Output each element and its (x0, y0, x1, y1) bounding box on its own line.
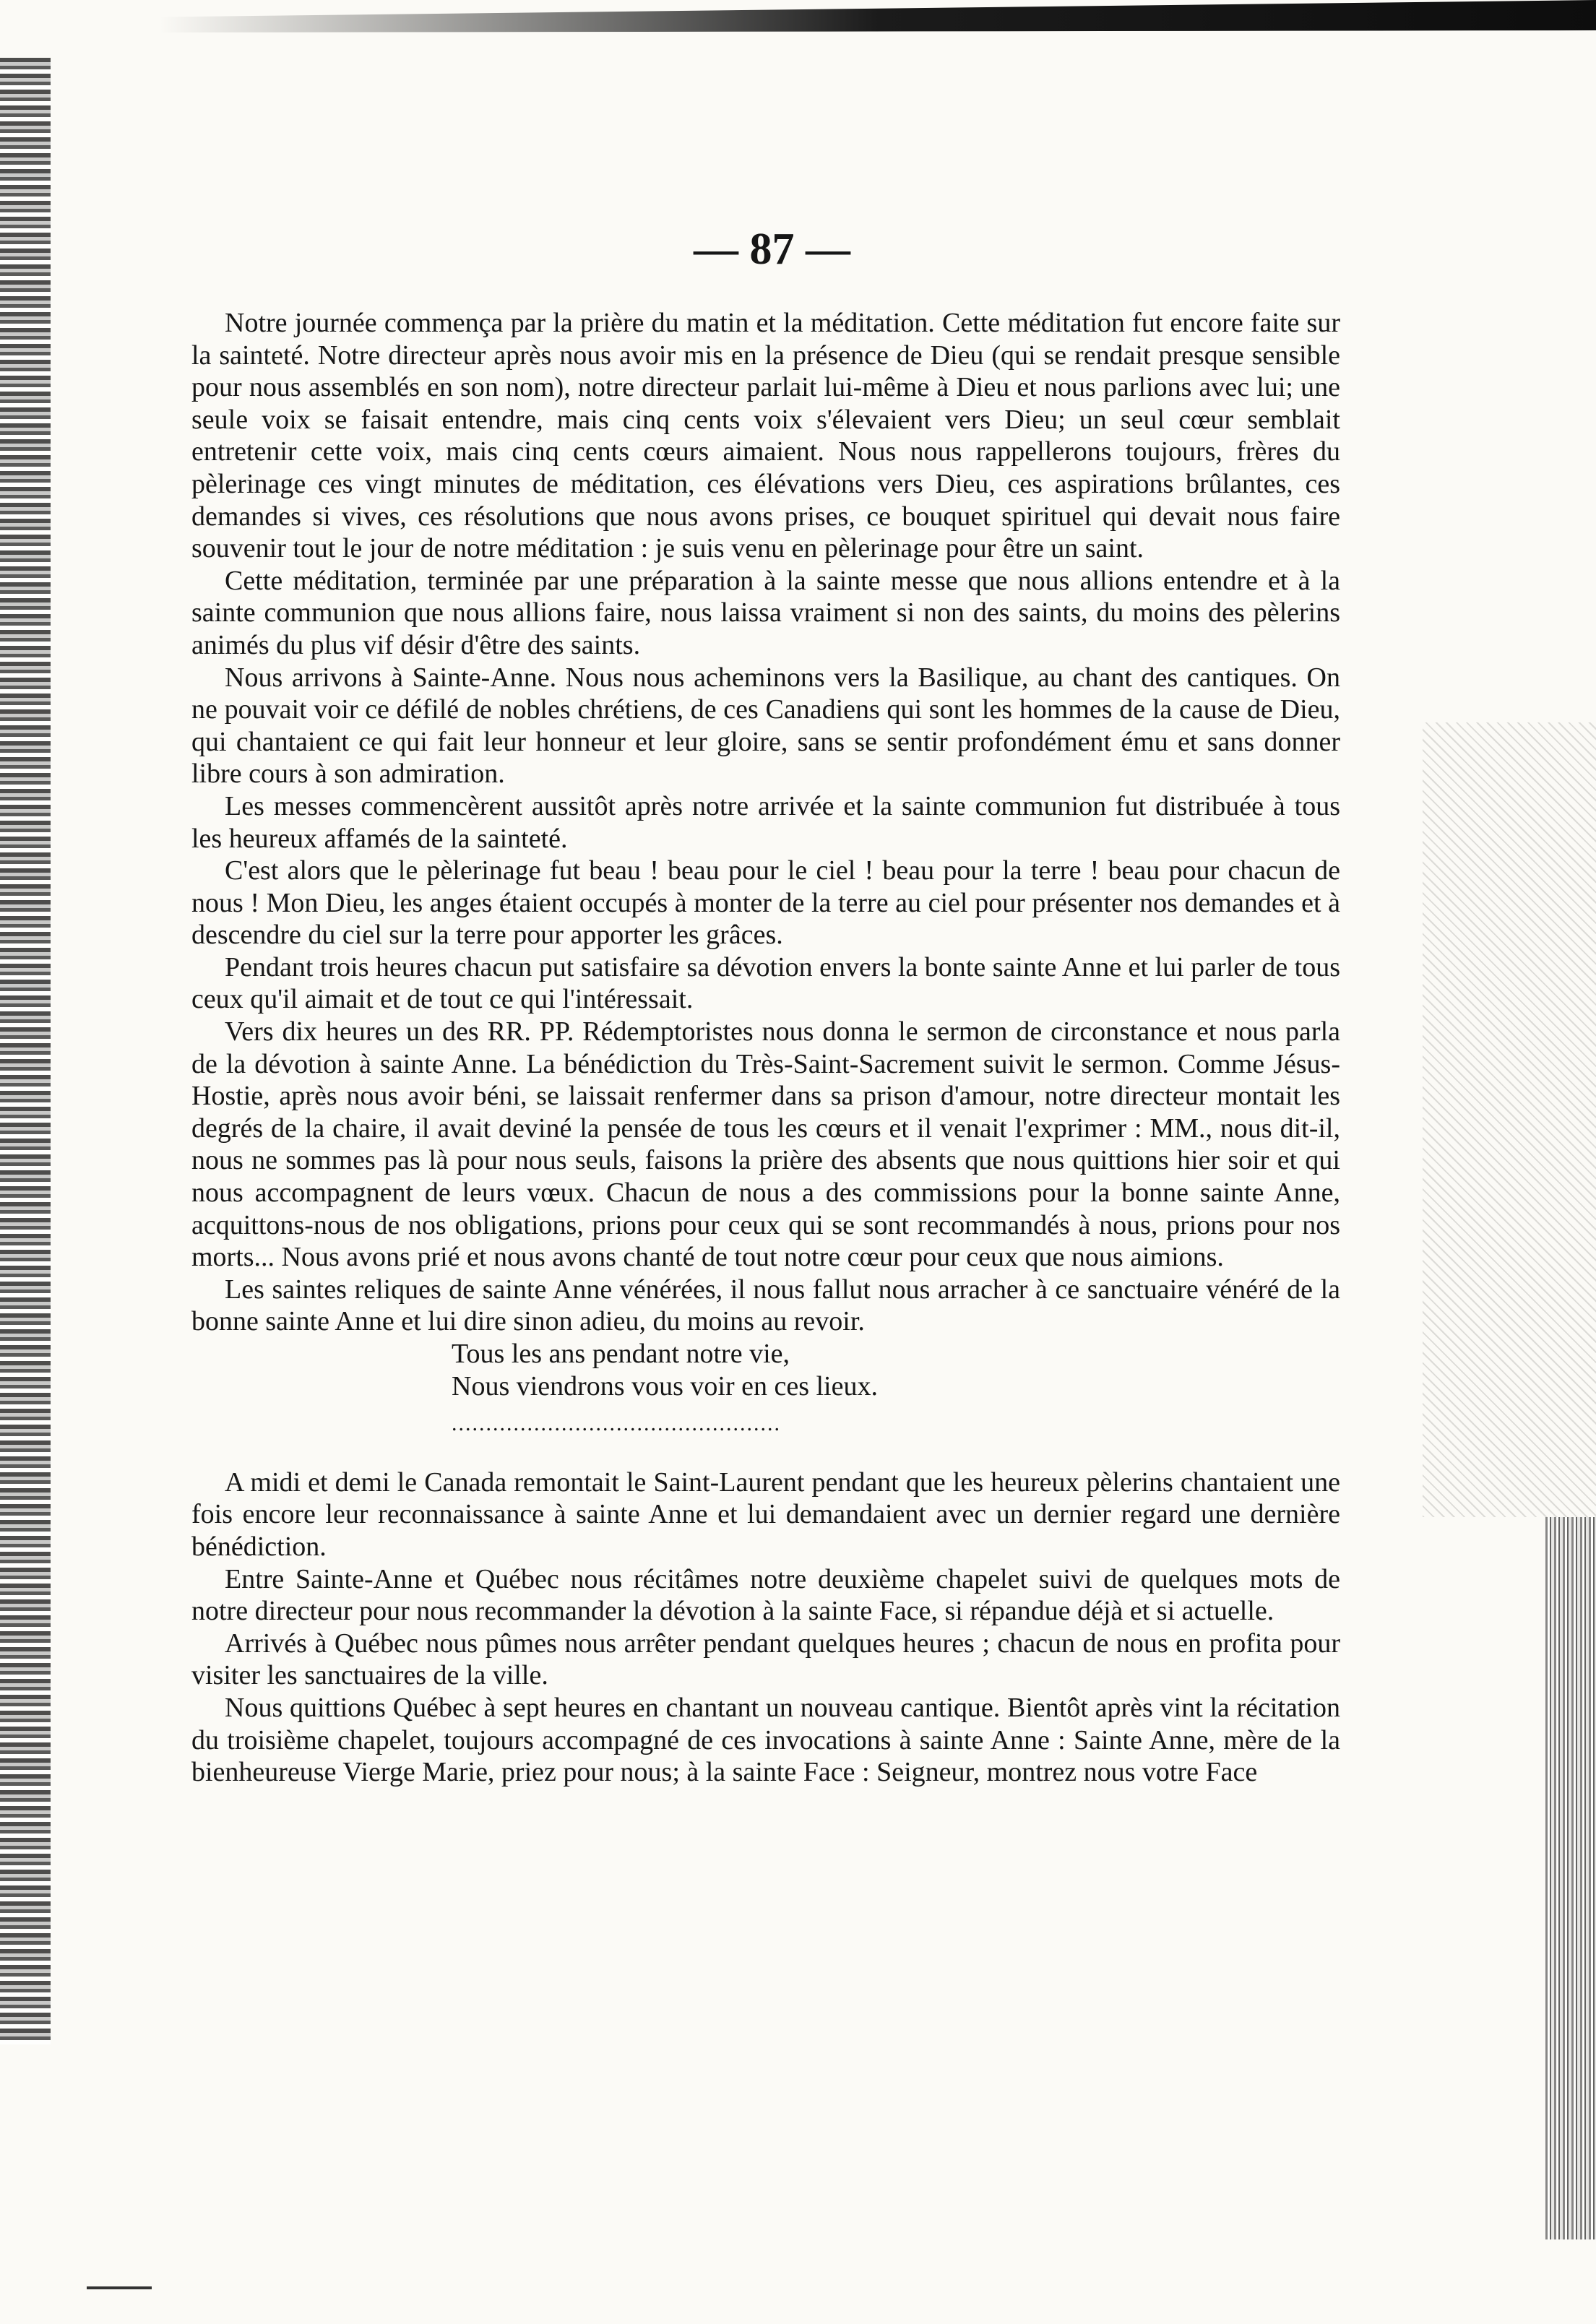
text-block (191, 307, 1340, 1789)
paragraph-masses: Les messes commencèrent aussitôt après notre arrivée et la sainte communion fut distribuée à tous les heureux affamés de la sainteté. (191, 790, 1340, 854)
verse-line: Nous viendrons vous voir en ces lieux. (452, 1370, 878, 1401)
scan-left-edge (0, 58, 51, 2044)
scan-top-bar (0, 0, 1596, 43)
verse (452, 1338, 1340, 1402)
scan-right-edge (1545, 1517, 1596, 2239)
paragraph-three-hours: Pendant trois heures chacun put satisfaire sa dévotion envers la bonte sainte Anne et lui parler de tous ceux qu'il aimait et de tout ce qui l'intéressait. (191, 951, 1340, 1015)
paragraph-arrival: Nous arrivons à Sainte-Anne. Nous nous acheminons vers la Basilique, au chant des cantiques. On ne pouvait voir ce défilé de nobles chrétiens, de ces Canadiens qui sont les hommes de la cause de Dieu, qui chantaient ce qui fait leur honneur et leur gloire, sans se sentir profondément ému et sans donner libre cours à son admiration. (191, 662, 1340, 790)
paragraph-mass-preparation: Cette méditation, terminée par une préparation à la sainte messe que nous allions entendre et à la sainte communion que nous allions faire, nous laissa vraiment si non des saints, du moins des pèlerins animés du plus vif désir d'être des saints. (191, 565, 1340, 660)
page-number: — 87 — (694, 225, 850, 274)
scan-right-speckle (1423, 722, 1596, 1517)
paragraph-leaving-quebec: Nous quittions Québec à sept heures en chantant un nouveau cantique. Bientôt après vint la récitation du troisième chapelet, toujours accompagné de ces invocations à sainte Anne : Sainte Anne, mère de la bienheureuse Vierge Marie, priez pour nous; à la sainte Face : Seigneur, montrez nous votre Face (191, 1692, 1340, 1788)
verse-line: Tous les ans pendant notre vie, (452, 1339, 790, 1369)
paragraph-departure: A midi et demi le Canada remontait le Saint-Laurent pendant que les heureux pèlerins chantaient une fois encore leur reconnaissance à sainte Anne et lui demandaient avec un dernier regard une dernière bénédiction. (191, 1466, 1340, 1562)
paragraph-meditation: Notre journée commença par la prière du matin et la méditation. Cette méditation fut encore faite sur la sainteté. Notre directeur après nous avoir mis en la présence de Dieu (qui se rendait presque sensible pour nous assemblés en son nom), notre directeur parlait lui-même à Dieu et nous parlions avec lui; une seule voix se faisait entendre, mais cinq cents voix s'élevaient vers Dieu; un seul cœur semblait entretenir cette voix, mais cinq cents cœurs aimaient. Nous nous rappellerons toujours, frères du pèlerinage ces vingt minutes de méditation, ces élévations vers Dieu, ces aspirations brûlantes, ces demandes si vives, ces résolutions que nous avons prises, ce bouquet spirituel qui devait nous faire souvenir tout le jour de notre méditation : je suis venu en pèlerinage pour être un saint. (191, 308, 1340, 564)
paragraph-relics: Les saintes reliques de sainte Anne vénérées, il nous fallut nous arracher à ce sanctuaire vénéré de la bonne sainte Anne et lui dire sinon adieu, du moins au revoir. (191, 1274, 1340, 1337)
scan-bottom-mark (87, 2286, 152, 2289)
paragraph-second-rosary: Entre Sainte-Anne et Québec nous récitâmes notre deuxième chapelet suivi de quelques mots de notre directeur pour nous recommander la dévotion à la sainte Face, si répandue déjà et si actuelle. (191, 1563, 1340, 1627)
paragraph-sermon: Vers dix heures un des RR. PP. Rédemptoristes nous donna le sermon de circonstance et nous parla de la dévotion à sainte Anne. La bénédiction du Très-Saint-Sacrement suivit le sermon. Comme Jésus-Hostie, après nous avoir béni, se laissait renfermer dans sa prison d'amour, notre directeur montait les degrés de la chaire, il avait deviné la pensée de tous les cœurs et il venait l'exprimer : MM., nous dit-il, nous ne sommes pas là pour nous seuls, faisons la prière des absents que nous quittions hier soir et qui nous accompagnent de leurs vœux. Chacun de nous a des commissions pour la bonne sainte Anne, acquittons-nous de nos obligations, prions pour ceux qui se sont recommandés à nous, prions pour nos morts... Nous avons prié et nous avons chanté de tout notre cœur pour ceux que nous aimions. (191, 1016, 1340, 1273)
paragraph-quebec-visit: Arrivés à Québec nous pûmes nous arrêter pendant quelques heures ; chacun de nous en profita pour visiter les sanctuaires de la ville. (191, 1628, 1340, 1691)
dotted-separator: ................................................ (452, 1412, 781, 1436)
paragraph-beautiful-pilgrimage: C'est alors que le pèlerinage fut beau ! beau pour le ciel ! beau pour la terre ! beau pour chacun de nous ! Mon Dieu, les anges étaient occupés à monter de la terre au ciel pour présenter nos demandes et à descendre du ciel sur la terre pour apporter les grâces. (191, 855, 1340, 951)
